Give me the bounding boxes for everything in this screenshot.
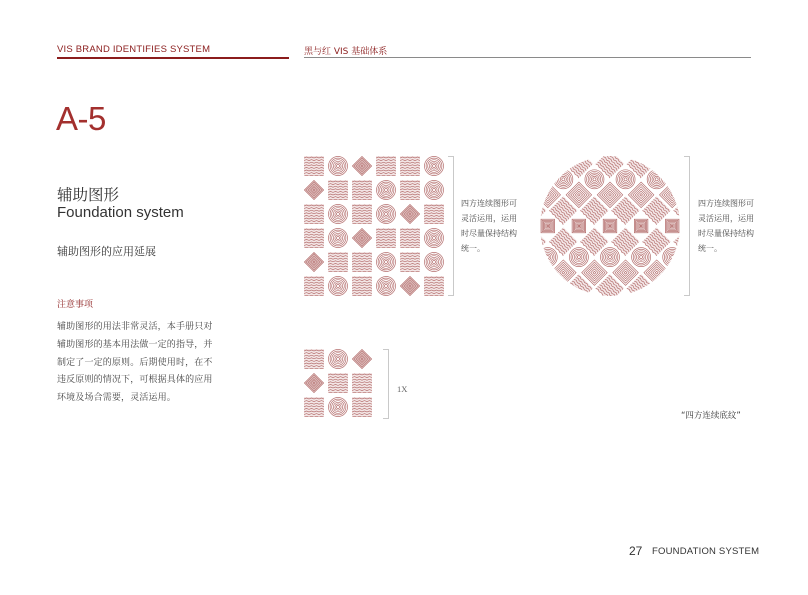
bracket-circle <box>684 156 690 296</box>
concentric-circle-pattern-tile <box>376 252 396 272</box>
page-number: 27 <box>629 544 643 558</box>
concentric-circle-pattern-tile <box>328 349 348 369</box>
concentric-circle-pattern-tile <box>424 156 444 176</box>
unit-scale-label: 1X <box>397 384 408 394</box>
diamond-pattern-tile <box>352 156 372 176</box>
zigzag-pattern-tile <box>400 156 420 176</box>
zigzag-pattern-tile <box>400 252 420 272</box>
diamond-pattern-tile <box>400 276 420 296</box>
diamond-pattern-tile <box>400 204 420 224</box>
header-left-title: VIS BRAND IDENTIFIES SYSTEM <box>57 44 211 55</box>
footer-label: FOUNDATION SYSTEM <box>652 546 760 557</box>
header-right-title: 黑与红 VIS 基础体系 <box>304 47 388 57</box>
section-title-en: Foundation system <box>57 204 184 221</box>
zigzag-pattern-tile <box>304 349 324 369</box>
zigzag-pattern-tile <box>400 228 420 248</box>
diamond-pattern-tile <box>304 180 324 200</box>
notes-body: 辅助图形的用法非常灵活，本手册只对辅助图形的基本用法做一定的指导，并制定了一定的原则。后期使用时，在不违反原则的情况下，可根据具体的应用环境及场合需要，灵活运用。 <box>57 322 213 404</box>
pattern-caption: “四方连续底纹” <box>681 411 741 421</box>
concentric-circle-pattern-tile <box>328 228 348 248</box>
pattern-square-description: 四方连续图形可灵活运用，运用时尽量保持结构统一。 <box>461 199 517 253</box>
pattern-circle-graphic <box>540 156 680 296</box>
diamond-pattern-tile <box>352 228 372 248</box>
zigzag-pattern-tile <box>304 156 324 176</box>
concentric-circle-pattern-tile <box>424 228 444 248</box>
zigzag-pattern-tile <box>424 204 444 224</box>
bracket-unit <box>383 349 389 419</box>
concentric-circle-pattern-tile <box>328 204 348 224</box>
section-title-cn: 辅助图形 <box>57 186 120 204</box>
header-right-rule <box>304 57 751 58</box>
zigzag-pattern-tile <box>352 204 372 224</box>
concentric-circle-pattern-tile <box>376 276 396 296</box>
pattern-grid-unit <box>304 349 372 417</box>
bracket-square <box>448 156 454 296</box>
concentric-circle-pattern-tile <box>424 252 444 272</box>
pattern-grid-square <box>304 156 444 296</box>
concentric-circle-pattern-tile <box>376 204 396 224</box>
diamond-pattern-tile <box>304 373 324 393</box>
section-code: A-5 <box>56 100 106 137</box>
zigzag-pattern-tile <box>352 373 372 393</box>
zigzag-pattern-tile <box>352 276 372 296</box>
section-subtitle: 辅助图形的应用延展 <box>57 245 156 258</box>
zigzag-pattern-tile <box>304 228 324 248</box>
zigzag-pattern-tile <box>352 397 372 417</box>
concentric-circle-pattern-tile <box>328 156 348 176</box>
zigzag-pattern-tile <box>304 276 324 296</box>
zigzag-pattern-tile <box>352 180 372 200</box>
zigzag-pattern-tile <box>304 204 324 224</box>
zigzag-pattern-tile <box>328 373 348 393</box>
diamond-pattern-tile <box>352 349 372 369</box>
concentric-circle-pattern-tile <box>328 276 348 296</box>
pattern-circle-description: 四方连续图形可灵活运用，运用时尽量保持结构统一。 <box>698 199 754 253</box>
header-left-rule <box>57 57 289 59</box>
zigzag-pattern-tile <box>328 180 348 200</box>
zigzag-pattern-tile <box>424 276 444 296</box>
diamond-pattern-tile <box>304 252 324 272</box>
concentric-circle-pattern-tile <box>376 180 396 200</box>
concentric-circle-pattern-tile <box>328 397 348 417</box>
zigzag-pattern-tile <box>328 252 348 272</box>
zigzag-pattern-tile <box>352 252 372 272</box>
zigzag-pattern-tile <box>400 180 420 200</box>
zigzag-pattern-tile <box>304 397 324 417</box>
zigzag-pattern-tile <box>376 228 396 248</box>
concentric-circle-pattern-tile <box>424 180 444 200</box>
zigzag-pattern-tile <box>376 156 396 176</box>
pattern-circle <box>540 156 680 296</box>
notes-heading: 注意事项 <box>57 300 94 310</box>
